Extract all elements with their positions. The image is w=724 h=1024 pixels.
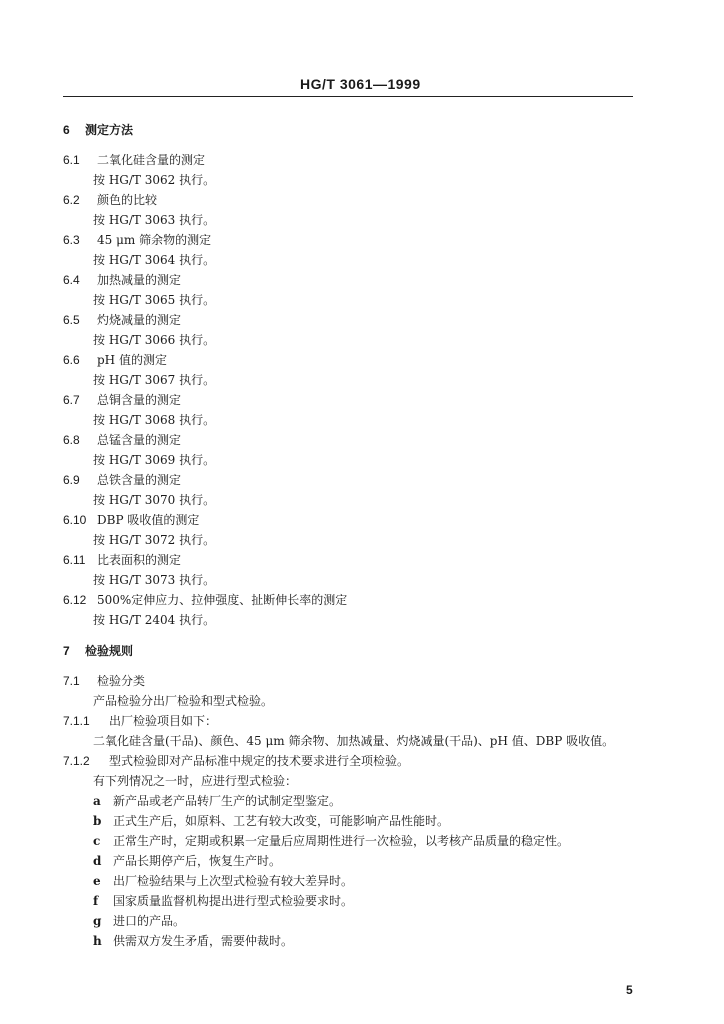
clause-number: 7.1.1 [63,714,90,728]
clause-title: 型式检验即对产品标准中规定的技术要求进行全项检验。 [109,754,410,768]
item-marker: b [93,814,102,828]
item-marker: g [93,914,102,928]
clause-7-1-heading [63,673,145,689]
list-item [93,893,353,909]
clause-number: 6.3 [63,233,80,247]
clause-title: 总铜含量的测定 [97,393,182,407]
item-text: 新产品或老产品转厂生产的试制定型鉴定。 [113,794,342,808]
section-number: 7 [63,644,70,658]
clause-number: 7.1 [63,674,80,688]
clause-title: 灼烧减量的测定 [97,313,182,327]
header-rule [63,96,633,97]
clause-number: 7.1.2 [63,754,90,768]
clause-number: 6.12 [63,593,87,607]
item-marker: d [93,854,102,868]
clause-number: 6.8 [63,433,80,447]
clause-title: 检验分类 [97,674,146,688]
clause-number: 6.7 [63,393,80,407]
list-item [93,833,569,849]
clause-6-4-heading [63,272,181,288]
standard-code-header: HG/T 3061—1999 [300,76,421,92]
clause-6-7-text: 按 HG/T 3068 执行。 [93,413,216,427]
clause-6-12-heading [63,592,347,608]
clause-number: 6.9 [63,473,80,487]
item-text: 供需双方发生矛盾，需要仲裁时。 [113,934,294,948]
clause-6-2-text: 按 HG/T 3063 执行。 [93,213,216,227]
clause-6-3-heading [63,232,211,248]
clause-6-9-heading [63,472,181,488]
list-item [93,913,185,929]
clause-6-10-heading [63,512,199,528]
clause-6-5-heading [63,312,181,328]
clause-6-12-text: 按 HG/T 2404 执行。 [93,613,216,627]
item-text: 国家质量监督机构提出进行型式检验要求时。 [113,894,354,908]
clause-7-1-1-heading [63,713,217,729]
clause-title: 比表面积的测定 [97,553,182,567]
clause-title: 总铁含量的测定 [97,473,182,487]
section-7-heading [63,643,133,659]
item-text: 进口的产品。 [113,914,186,928]
clause-number: 6.5 [63,313,80,327]
clause-number: 6.6 [63,353,80,367]
clause-number: 6.11 [63,553,86,567]
clause-6-6-text: 按 HG/T 3067 执行。 [93,373,216,387]
list-item [93,873,353,889]
item-text: 产品长期停产后，恢复生产时。 [113,854,282,868]
clause-title: 出厂检验项目如下： [109,714,218,728]
list-item [93,813,449,829]
clause-6-1-heading [63,152,205,168]
clause-6-8-text: 按 HG/T 3069 执行。 [93,453,216,467]
clause-7-1-1-text: 二氧化硅含量(干品)、颜色、45 μm 筛余物、加热减量、灼烧减量(干品)、pH 值、DBP 吸收值。 [93,734,615,748]
clause-6-10-text: 按 HG/T 3072 执行。 [93,533,216,547]
item-marker: h [93,934,102,948]
clause-number: 6.2 [63,193,80,207]
clause-title: 颜色的比较 [97,193,158,207]
clause-6-6-heading [63,352,167,368]
clause-7-1-2-heading [63,753,409,769]
clause-6-11-text: 按 HG/T 3073 执行。 [93,573,216,587]
item-marker: a [93,794,101,808]
clause-6-7-heading [63,392,181,408]
clause-title: 总锰含量的测定 [97,433,182,447]
clause-6-3-text: 按 HG/T 3064 执行。 [93,253,216,267]
clause-title: pH 值的测定 [97,353,167,367]
clause-6-9-text: 按 HG/T 3070 执行。 [93,493,216,507]
clause-title: 45 μm 筛余物的测定 [97,233,212,247]
list-item [93,933,293,949]
list-item [93,853,281,869]
clause-title: 加热减量的测定 [97,273,182,287]
item-text: 正常生产时，定期或积累一定量后应周期性进行一次检验，以考核产品质量的稳定性。 [113,834,570,848]
item-marker: e [93,874,101,888]
clause-6-2-heading [63,192,157,208]
section-6-heading [63,122,133,138]
clause-6-5-text: 按 HG/T 3066 执行。 [93,333,216,347]
section-number: 6 [63,123,70,137]
clause-title: 二氧化硅含量的测定 [97,153,206,167]
clause-6-4-text: 按 HG/T 3065 执行。 [93,293,216,307]
clause-title: 500%定伸应力、拉伸强度、扯断伸长率的测定 [97,593,348,607]
item-marker: c [93,834,101,848]
clause-7-1-2-intro: 有下列情况之一时，应进行型式检验： [93,774,298,788]
section-title: 检验规则 [85,644,134,658]
section-title: 测定方法 [85,123,134,137]
clause-number: 6.4 [63,273,80,287]
clause-7-1-text: 产品检验分出厂检验和型式检验。 [93,694,274,708]
item-text: 出厂检验结果与上次型式检验有较大差异时。 [113,874,354,888]
clause-title: DBP 吸收值的测定 [97,513,200,527]
clause-number: 6.10 [63,513,87,527]
clause-number: 6.1 [63,153,80,167]
list-item [93,793,341,809]
item-marker: f [93,894,99,908]
clause-6-8-heading [63,432,181,448]
item-text: 正式生产后，如原料、工艺有较大改变，可能影响产品性能时。 [113,814,450,828]
clause-6-11-heading [63,552,181,568]
clause-6-1-text: 按 HG/T 3062 执行。 [93,173,216,187]
page-number: 5 [626,983,633,997]
